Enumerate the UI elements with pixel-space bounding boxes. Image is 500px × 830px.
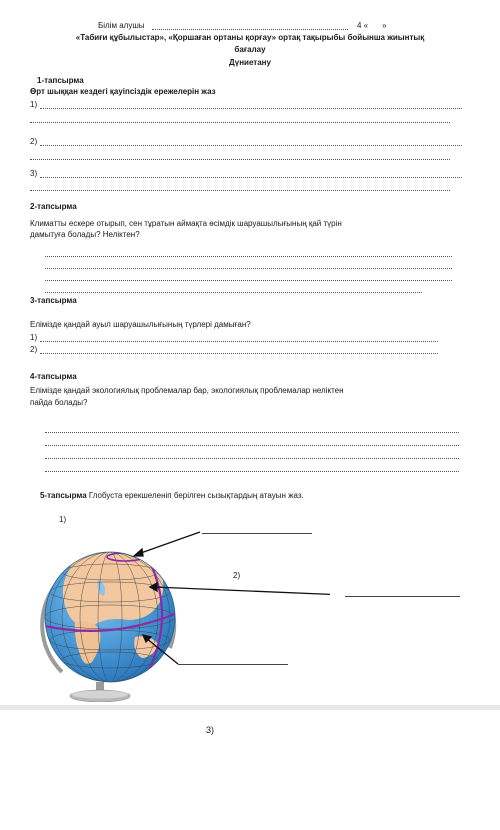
- globe-illustration: [0, 522, 330, 702]
- answer-line[interactable]: [45, 280, 452, 281]
- topic-title-cont: бағалау: [234, 45, 266, 54]
- worksheet-page-2: [0, 710, 500, 830]
- answer-line[interactable]: [40, 353, 438, 354]
- answer-line-2[interactable]: [345, 596, 460, 597]
- task3-item-2-label: 2): [30, 345, 38, 354]
- task1-title: 1-тапсырма: [37, 76, 84, 85]
- task3-item-1-label: 1): [30, 333, 38, 342]
- grade-label: 4 « »: [357, 21, 387, 30]
- task2-title: 2-тапсырма: [30, 202, 77, 211]
- task4-title: 4-тапсырма: [30, 372, 77, 381]
- answer-line[interactable]: [45, 445, 459, 446]
- answer-line[interactable]: [40, 145, 462, 146]
- task1-item-2-label: 2): [30, 137, 38, 146]
- student-name-label: Білім алушы: [98, 21, 145, 30]
- answer-line[interactable]: [45, 432, 459, 433]
- answer-line[interactable]: [30, 159, 450, 160]
- task1-instruction: Өрт шыққан кездегі қауіпсіздік ережелерін жаз: [30, 87, 216, 96]
- answer-line[interactable]: [45, 256, 452, 257]
- globe-stand: [70, 682, 130, 702]
- answer-line[interactable]: [45, 292, 422, 293]
- topic-title: «Табиғи құбылыстар», «Қоршаған ортаны қорғау» ортақ тақырыбы бойынша жиынтық: [75, 33, 425, 42]
- task5-title: 5-тапсырма: [40, 491, 87, 500]
- task5-instruction: Глобуста ерекшеленіп берілген сызықтардың атауын жаз.: [86, 491, 304, 500]
- subject-title: Дүниетану: [229, 58, 271, 67]
- task3-question: Елімізде қандай ауыл шаруашылығының түрлері дамыған?: [30, 320, 251, 329]
- student-name-line: [152, 29, 348, 30]
- task4-question: Елімізде қандай экологиялық проблемалар бар, экологиялық проблемалар неліктен: [30, 386, 344, 395]
- answer-line[interactable]: [40, 341, 438, 342]
- answer-line[interactable]: [45, 471, 459, 472]
- task4-question-cont: пайда болады?: [30, 398, 88, 407]
- answer-line[interactable]: [40, 177, 462, 178]
- label-1: 1): [59, 515, 67, 524]
- task2-question-cont: дамытуға болады? Неліктен?: [30, 230, 140, 239]
- label-3: 3): [206, 725, 215, 735]
- task2-question: Климатты ескере отырып, сен тұратын аймақта өсімдік шаруашылығының қай түрін: [30, 219, 342, 228]
- task1-item-3-label: 3): [30, 169, 38, 178]
- answer-line[interactable]: [30, 190, 450, 191]
- answer-line[interactable]: [45, 268, 452, 269]
- task5-heading: [40, 491, 304, 501]
- label-2: 2): [233, 571, 241, 580]
- task1-item-1-label: 1): [30, 100, 38, 109]
- answer-line[interactable]: [45, 458, 459, 459]
- answer-line[interactable]: [40, 108, 462, 109]
- answer-line[interactable]: [30, 122, 450, 123]
- task3-title: 3-тапсырма: [30, 296, 77, 305]
